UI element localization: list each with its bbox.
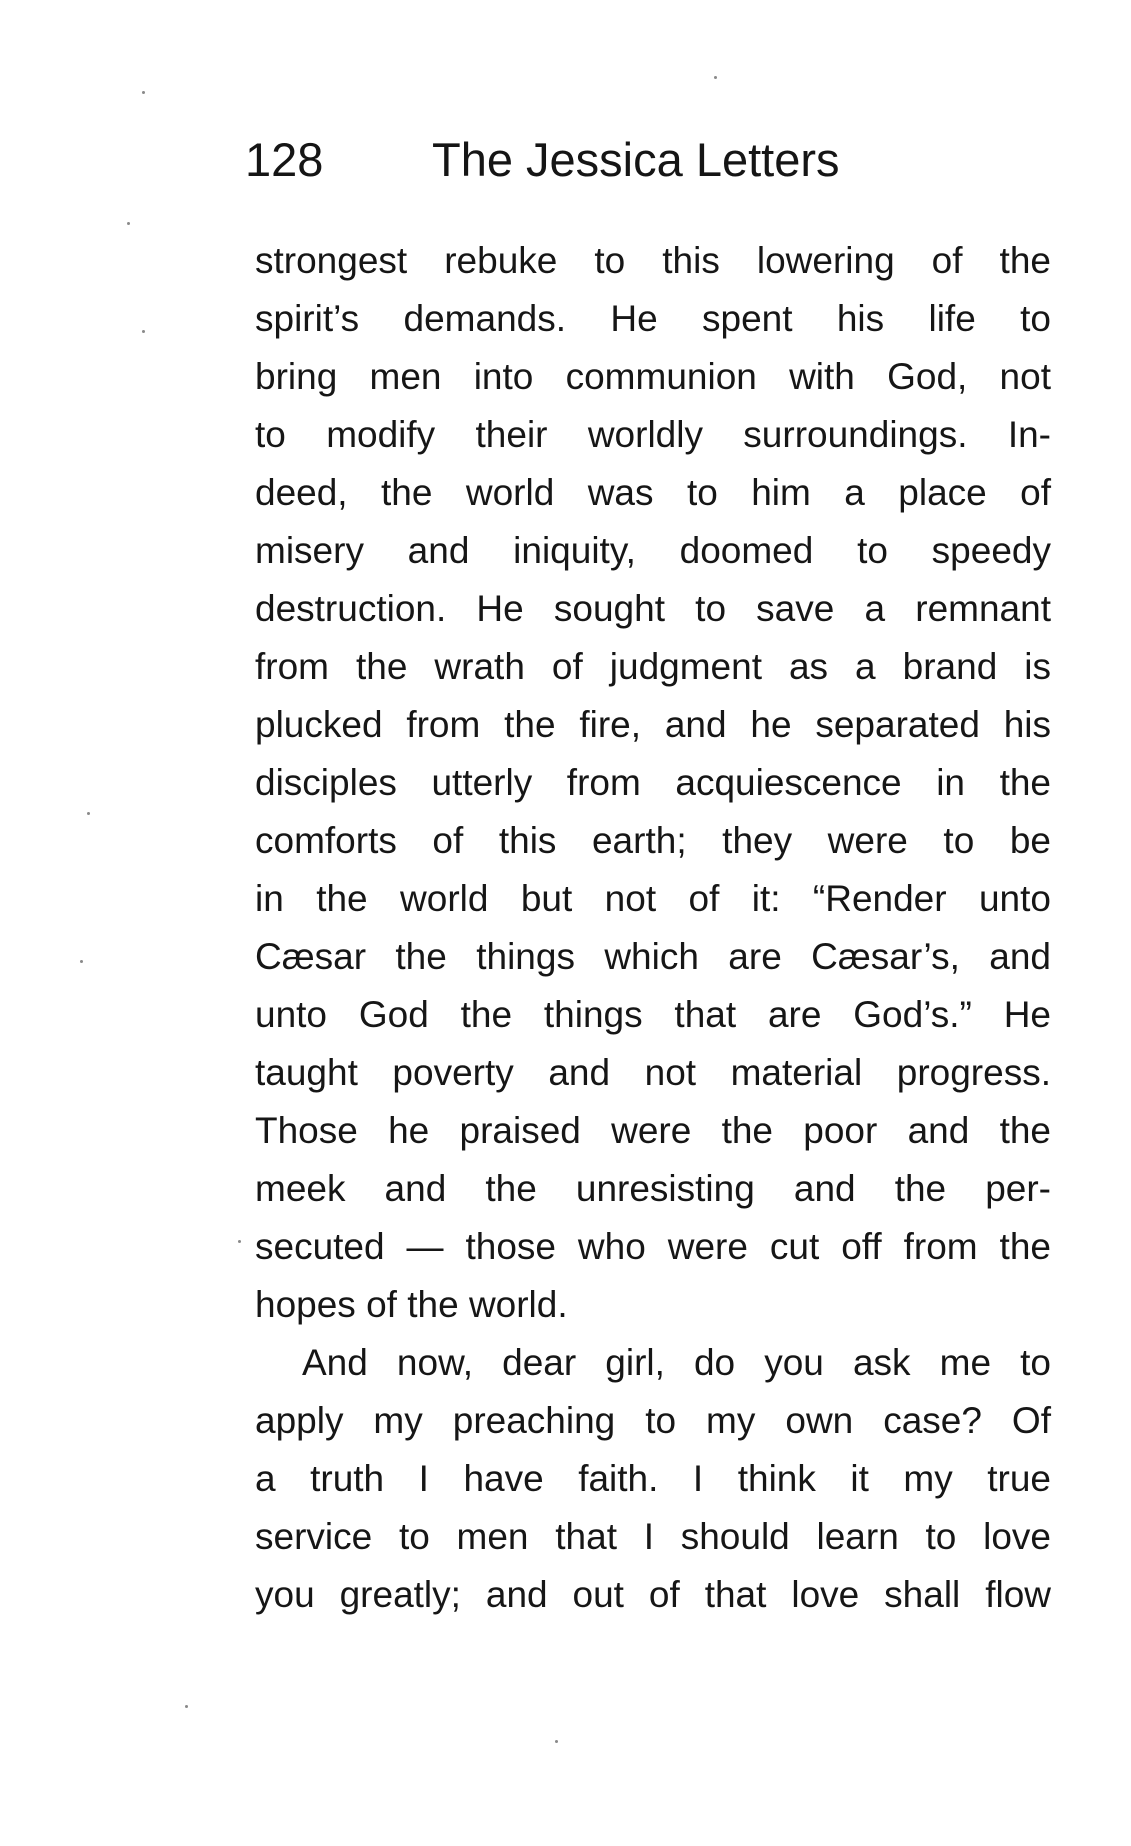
scan-speck [185,1705,188,1708]
text-line: you greatly; and out of that love shall flow [255,1574,1051,1615]
paragraph-start-line: And now, dear girl, do you ask me to [302,1342,1051,1383]
running-head [245,128,1065,192]
text-line: service to men that I should learn to love [255,1516,1051,1557]
text-line: bring men into communion with God, not [255,356,1051,397]
page-number: 128 [245,133,324,186]
scan-speck [714,76,717,79]
scan-speck [87,812,90,815]
scan-speck [142,91,145,94]
text-line: misery and iniquity, doomed to speedy [255,530,1051,571]
text-line: comforts of this earth; they were to be [255,820,1051,861]
paragraph-end-line: hopes of the world. [255,1284,568,1325]
scan-speck [80,960,83,963]
text-line: disciples utterly from acquiescence in the [255,762,1051,803]
body-text [255,232,1051,1624]
scan-speck [127,222,130,225]
text-line: deed, the world was to him a place of [255,472,1051,513]
scan-speck [142,330,145,333]
text-line: Cæsar the things which are Cæsar’s, and [255,936,1051,977]
scan-speck [555,1740,558,1743]
text-line: meek and the unresisting and the per- [255,1168,1051,1209]
text-line: Those he praised were the poor and the [255,1110,1051,1151]
text-line: plucked from the fire, and he separated his [255,704,1051,745]
running-title: The Jessica Letters [432,133,840,186]
text-line: to modify their worldly surroundings. In- [255,414,1051,455]
text-line: taught poverty and not material progress. [255,1052,1051,1093]
text-line: spirit’s demands. He spent his life to [255,298,1051,339]
text-line: in the world but not of it: “Render unto [255,878,1051,919]
text-line: destruction. He sought to save a remnant [255,588,1051,629]
text-line: apply my preaching to my own case? Of [255,1400,1051,1441]
text-line: unto God the things that are God’s.” He [255,994,1051,1035]
text-line: secuted — those who were cut off from the [255,1226,1051,1267]
text-line: strongest rebuke to this lowering of the [255,240,1051,281]
scan-speck [238,1240,241,1243]
text-line: a truth I have faith. I think it my true [255,1458,1051,1499]
text-line: from the wrath of judgment as a brand is [255,646,1051,687]
